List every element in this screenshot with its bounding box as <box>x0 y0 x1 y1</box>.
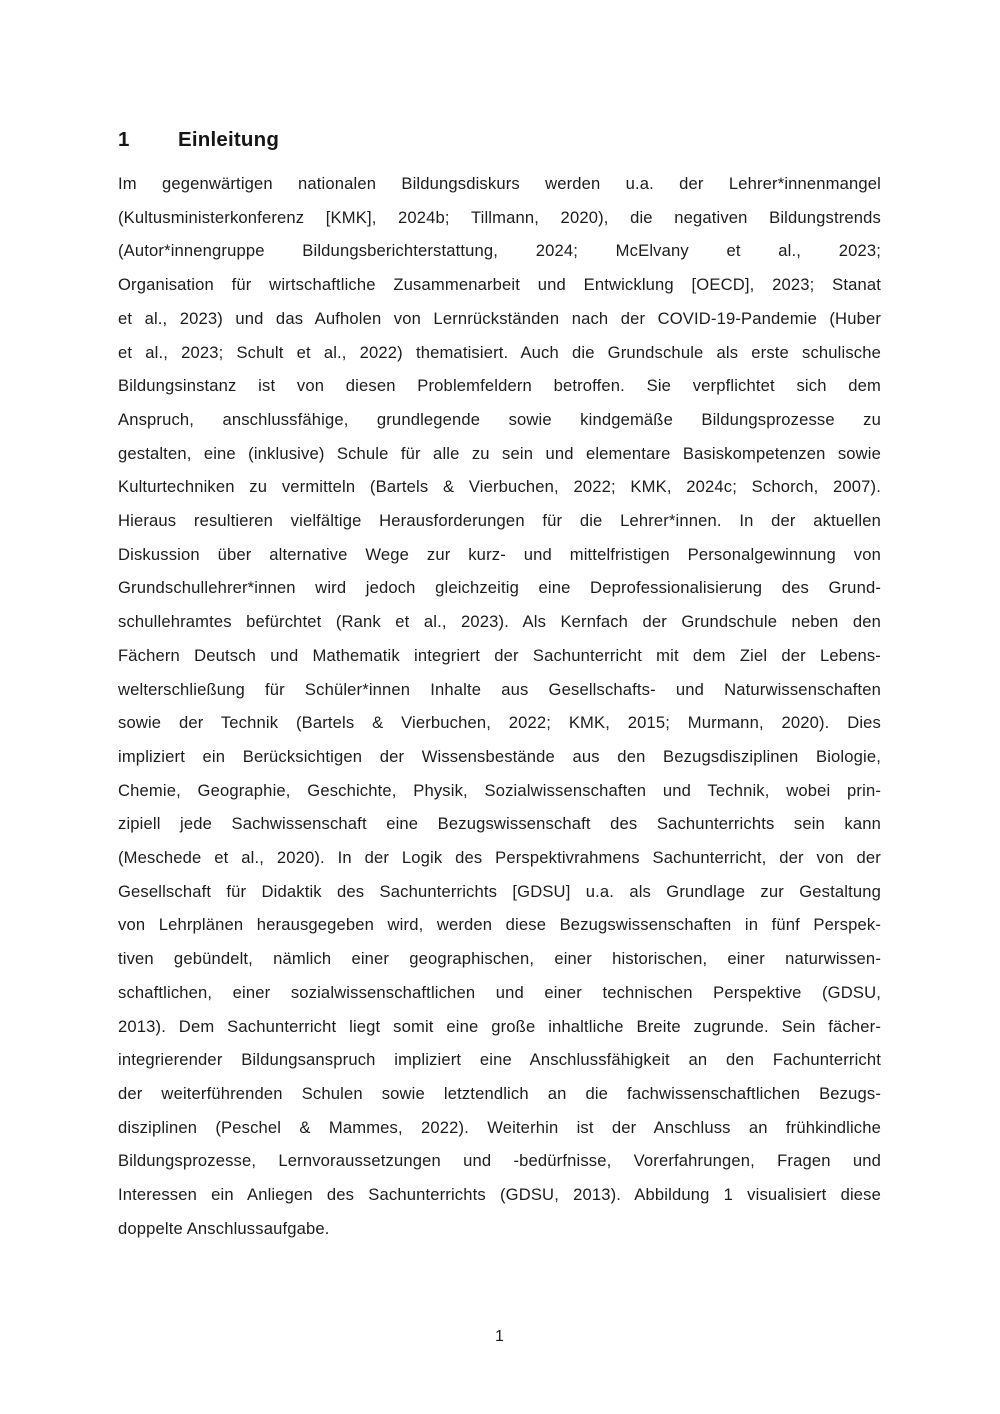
section-heading <box>118 126 881 154</box>
text-line: (Meschede et al., 2020). In der Logik des Perspektivrahmens Sachunterricht, der von der <box>118 848 881 868</box>
text-line: (Autor*innengruppe Bildungsberichterstattung, 2024; McElvany et al., 2023; <box>118 241 881 261</box>
text-line: von Lehrplänen herausgegeben wird, werden diese Bezugswissenschaften in fünf Perspek- <box>118 915 881 935</box>
text-line: Bildungsprozesse, Lernvoraussetzungen und -bedürfnisse, Vorerfahrungen, Fragen und <box>118 1151 881 1171</box>
section-title: Einleitung <box>178 128 280 151</box>
page-number: 1 <box>495 1328 504 1345</box>
text-line: impliziert ein Berücksichtigen der Wissensbestände aus den Bezugsdisziplinen Biologie, <box>118 746 881 766</box>
text-line: 2013). Dem Sachunterricht liegt somit eine große inhaltliche Breite zugrunde. Sein fächer- <box>118 1016 881 1036</box>
text-line: tiven gebündelt, nämlich einer geographischen, einer historischen, einer naturwissen- <box>118 949 881 969</box>
text-line: Kulturtechniken zu vermitteln (Bartels & Vierbuchen, 2022; KMK, 2024c; Schorch, 2007). <box>118 477 881 497</box>
text-line: schullehramtes befürchtet (Rank et al., 2023). Als Kernfach der Grundschule neben den <box>118 612 881 632</box>
text-line: welterschließung für Schüler*innen Inhalte aus Gesellschafts- und Naturwissenschaften <box>118 679 881 699</box>
text-line: Chemie, Geographie, Geschichte, Physik, Sozialwissenschaften und Technik, wobei prin- <box>118 780 881 800</box>
text-line: zipiell jede Sachwissenschaft eine Bezugswissenschaft des Sachunterrichts sein kann <box>118 814 881 834</box>
text-line: Grundschullehrer*innen wird jedoch gleichzeitig eine Deprofessionalisierung des Grund- <box>118 578 881 598</box>
text-line: Fächern Deutsch und Mathematik integriert der Sachunterricht mit dem Ziel der Lebens- <box>118 645 881 665</box>
text-line: disziplinen (Peschel & Mammes, 2022). Weiterhin ist der Anschluss an frühkindliche <box>118 1117 881 1137</box>
text-line: der weiterführenden Schulen sowie letztendlich an die fachwissenschaftlichen Bezugs- <box>118 1083 881 1103</box>
text-line: doppelte Anschlussaufgabe. <box>118 1218 330 1238</box>
text-line: sowie der Technik (Bartels & Vierbuchen, 2022; KMK, 2015; Murmann, 2020). Dies <box>118 713 881 733</box>
text-line: et al., 2023; Schult et al., 2022) thematisiert. Auch die Grundschule als erste schulische <box>118 342 881 362</box>
text-line: (Kultusministerkonferenz [KMK], 2024b; Tillmann, 2020), die negativen Bildungstrends <box>118 207 881 227</box>
text-line: Diskussion über alternative Wege zur kurz- und mittelfristigen Personalgewinnung von <box>118 544 881 564</box>
section-number: 1 <box>118 128 130 151</box>
text-line: Bildungsinstanz ist von diesen Problemfeldern betroffen. Sie verpflichtet sich dem <box>118 376 881 396</box>
text-line: Anspruch, anschlussfähige, grundlegende sowie kindgemäße Bildungsprozesse zu <box>118 409 881 429</box>
text-line: schaftlichen, einer sozialwissenschaftlichen und einer technischen Perspektive (GDSU, <box>118 982 881 1002</box>
text-line: Organisation für wirtschaftliche Zusammenarbeit und Entwicklung [OECD], 2023; Stanat <box>118 275 881 295</box>
text-line: et al., 2023) und das Aufholen von Lernrückständen nach der COVID-19-Pandemie (Huber <box>118 308 881 328</box>
text-line: Hieraus resultieren vielfältige Herausforderungen für die Lehrer*innen. In der aktuellen <box>118 511 881 531</box>
paragraph <box>118 167 881 1246</box>
text-line: gestalten, eine (inklusive) Schule für alle zu sein und elementare Basiskompetenzen sowie <box>118 443 881 463</box>
text-line: integrierender Bildungsanspruch impliziert eine Anschlussfähigkeit an den Fachunterricht <box>118 1050 881 1070</box>
text-line: Gesellschaft für Didaktik des Sachunterrichts [GDSU] u.a. als Grundlage zur Gestaltung <box>118 881 881 901</box>
text-line: Interessen ein Anliegen des Sachunterrichts (GDSU, 2013). Abbildung 1 visualisiert diese <box>118 1185 881 1205</box>
text-line: Im gegenwärtigen nationalen Bildungsdiskurs werden u.a. der Lehrer*innenmangel <box>118 174 881 193</box>
